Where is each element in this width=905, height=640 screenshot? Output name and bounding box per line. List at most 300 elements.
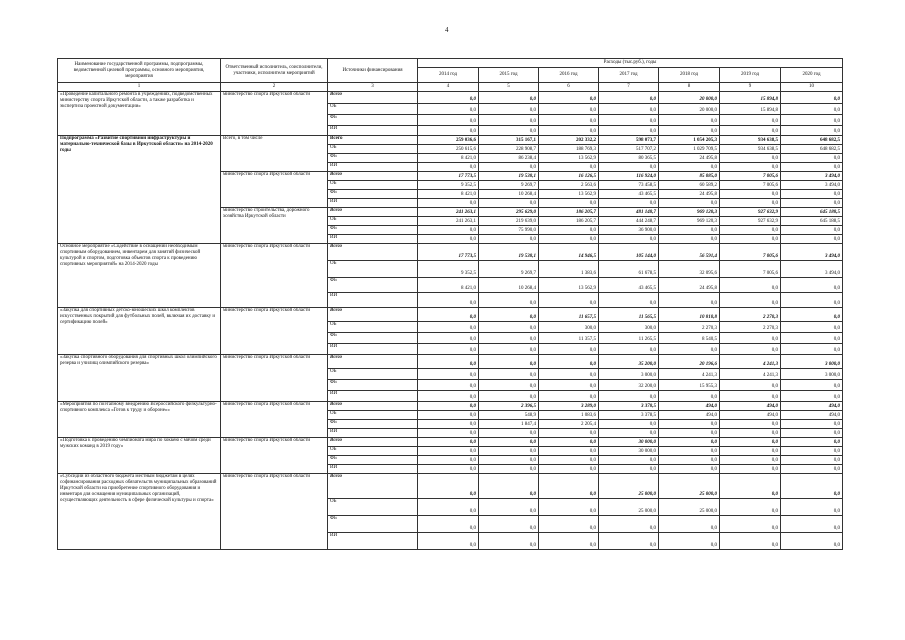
expense-value: 0,0 bbox=[539, 163, 599, 172]
expense-value: 4 241,3 bbox=[720, 369, 781, 380]
expense-value: 186 205,7 bbox=[539, 208, 599, 217]
expense-value: 0,0 bbox=[479, 163, 539, 172]
expense-value: 241 263,1 bbox=[418, 208, 479, 217]
expense-value: 0,0 bbox=[781, 533, 843, 550]
expense-value: 315 167,1 bbox=[479, 136, 539, 145]
expense-value: 105 144,0 bbox=[599, 244, 659, 261]
expense-value: 80 365,5 bbox=[599, 154, 659, 163]
expense-value: 969 120,3 bbox=[659, 217, 720, 226]
expense-value: 0,0 bbox=[539, 235, 599, 244]
funding-source: ИИ bbox=[328, 293, 418, 308]
expense-value: 0,0 bbox=[659, 235, 720, 244]
funding-source: ОБ bbox=[328, 499, 418, 516]
funding-source: Всего bbox=[328, 308, 418, 322]
executor-name: министерство спорта Иркутской области bbox=[221, 355, 328, 402]
expense-value: 0,0 bbox=[781, 447, 843, 456]
expense-value: 0,0 bbox=[599, 115, 659, 126]
expense-value: 86 238,4 bbox=[479, 154, 539, 163]
expense-value: 25 000,0 bbox=[659, 474, 720, 499]
funding-source: ФБ bbox=[328, 333, 418, 344]
expense-value: 11 565,5 bbox=[599, 308, 659, 322]
header-year: 2020 год bbox=[781, 68, 843, 83]
expense-value: 0,0 bbox=[781, 226, 843, 235]
expense-value: 32 200,0 bbox=[599, 380, 659, 391]
expense-value: 0,0 bbox=[659, 533, 720, 550]
expense-value: 0,0 bbox=[418, 438, 479, 447]
expense-value: 11 265,5 bbox=[599, 333, 659, 344]
funding-source: Всего bbox=[328, 172, 418, 181]
funding-source: ФБ bbox=[328, 154, 418, 163]
expense-value: 0,0 bbox=[781, 420, 843, 429]
table-row bbox=[58, 355, 843, 369]
expense-value: 7 005,6 bbox=[720, 181, 781, 190]
expense-value: 927 632,9 bbox=[720, 217, 781, 226]
expense-value: 0,0 bbox=[599, 516, 659, 533]
expense-value: 0,0 bbox=[418, 199, 479, 208]
expense-value: 3 000,0 bbox=[781, 369, 843, 380]
expense-value: 1 847,4 bbox=[479, 420, 539, 429]
expense-value: 24 495,8 bbox=[659, 190, 720, 199]
expense-value: 0,0 bbox=[720, 126, 781, 136]
program-name: «Мероприятия по поэтапному внедрению Всероссийского физкультурно-спортивного комплекса «Готов к труду и обороне»» bbox=[58, 402, 221, 438]
expense-value: 2 270,3 bbox=[720, 308, 781, 322]
expense-value: 25 000,0 bbox=[599, 499, 659, 516]
expense-value: 0,0 bbox=[539, 474, 599, 499]
expense-value: 0,0 bbox=[539, 429, 599, 438]
header-year: 2019 год bbox=[720, 68, 781, 83]
expense-value: 30 000,0 bbox=[599, 438, 659, 447]
expense-value: 0,0 bbox=[720, 235, 781, 244]
expense-value: 15 955,3 bbox=[659, 380, 720, 391]
column-number: 1 bbox=[58, 83, 221, 92]
expense-value: 0,0 bbox=[418, 126, 479, 136]
expense-value: 13 562,9 bbox=[539, 190, 599, 199]
header-year: 2015 год bbox=[479, 68, 539, 83]
expense-value: 0,0 bbox=[720, 115, 781, 126]
expense-value: 0,0 bbox=[720, 380, 781, 391]
expense-value: 0,0 bbox=[418, 369, 479, 380]
expense-value: 0,0 bbox=[781, 380, 843, 391]
expense-value: 0,0 bbox=[659, 420, 720, 429]
expense-value: 0,0 bbox=[659, 163, 720, 172]
expense-value: 0,0 bbox=[479, 456, 539, 465]
expense-value: 0,0 bbox=[539, 499, 599, 516]
expense-value: 300,0 bbox=[539, 322, 599, 333]
column-number: 4 bbox=[418, 83, 479, 92]
expense-value: 19 538,1 bbox=[479, 172, 539, 181]
expense-value: 1 083,6 bbox=[539, 411, 599, 420]
expense-value: 0,0 bbox=[720, 333, 781, 344]
expense-value: 219 639,0 bbox=[479, 217, 539, 226]
expense-value: 0,0 bbox=[659, 199, 720, 208]
expense-value: 0,0 bbox=[418, 163, 479, 172]
table-row bbox=[58, 474, 843, 499]
expense-value: 0,0 bbox=[720, 438, 781, 447]
expense-value: 0,0 bbox=[659, 438, 720, 447]
expense-value: 0,0 bbox=[539, 456, 599, 465]
expense-value: 598 073,7 bbox=[599, 136, 659, 145]
expense-value: 0,0 bbox=[720, 226, 781, 235]
expense-value: 20 000,0 bbox=[659, 92, 720, 104]
expense-value: 0,0 bbox=[599, 92, 659, 104]
expense-value: 0,0 bbox=[418, 308, 479, 322]
expense-value: 0,0 bbox=[659, 447, 720, 456]
funding-source: Всего bbox=[328, 355, 418, 369]
expense-value: 645 188,5 bbox=[781, 217, 843, 226]
expense-value: 645 188,5 bbox=[781, 208, 843, 217]
expense-value: 0,0 bbox=[720, 278, 781, 293]
funding-source: ИИ bbox=[328, 465, 418, 474]
expense-value: 3 494,0 bbox=[781, 172, 843, 181]
expense-value: 0,0 bbox=[720, 516, 781, 533]
expense-value: 0,0 bbox=[659, 226, 720, 235]
executor-name: министерство спорта Иркутской области bbox=[221, 92, 328, 136]
column-number: 5 bbox=[479, 83, 539, 92]
expense-value: 0,0 bbox=[539, 126, 599, 136]
expense-value: 8 421,0 bbox=[418, 154, 479, 163]
expense-value: 494,0 bbox=[720, 411, 781, 420]
executor-name: министерство спорта Иркутской области bbox=[221, 438, 328, 474]
expense-value: 0,0 bbox=[720, 447, 781, 456]
expense-value: 0,0 bbox=[659, 391, 720, 402]
expense-value: 0,0 bbox=[539, 344, 599, 355]
expense-value: 228 908,7 bbox=[479, 145, 539, 154]
table-row bbox=[58, 136, 843, 145]
funding-source: ФБ bbox=[328, 420, 418, 429]
header-year: 2016 год bbox=[539, 68, 599, 83]
program-name: «Проведение капитального ремонта в учреждениях, подведомственных министерству спорта Иркутской области, а также разработка и экспертиза проектной документации» bbox=[58, 92, 221, 136]
expense-value: 300,0 bbox=[599, 322, 659, 333]
expense-value: 0,0 bbox=[539, 92, 599, 104]
funding-source: ФБ bbox=[328, 278, 418, 293]
expense-value: 0,0 bbox=[781, 235, 843, 244]
expense-value: 0,0 bbox=[781, 322, 843, 333]
expense-value: 494,0 bbox=[659, 411, 720, 420]
column-number: 6 bbox=[539, 83, 599, 92]
expense-value: 17 773,5 bbox=[418, 172, 479, 181]
expense-value: 250 615,6 bbox=[418, 145, 479, 154]
expense-value: 934 638,5 bbox=[720, 136, 781, 145]
expense-value: 9 352,5 bbox=[418, 181, 479, 190]
expense-value: 2 396,5 bbox=[479, 402, 539, 411]
column-number: 8 bbox=[659, 83, 720, 92]
expense-value: 15 894,8 bbox=[720, 92, 781, 104]
expense-value: 35 200,0 bbox=[599, 355, 659, 369]
funding-source: ОБ bbox=[328, 145, 418, 154]
expense-value: 0,0 bbox=[781, 163, 843, 172]
expense-value: 0,0 bbox=[720, 293, 781, 308]
column-number: 3 bbox=[328, 83, 418, 92]
expense-value: 0,0 bbox=[720, 190, 781, 199]
expense-value: 648 682,5 bbox=[781, 145, 843, 154]
funding-source: ИИ bbox=[328, 391, 418, 402]
header-executor: Ответственный исполнитель, соисполнители, участники, исполнители мероприятий bbox=[221, 59, 328, 83]
expense-value: 0,0 bbox=[720, 163, 781, 172]
expense-value: 0,0 bbox=[479, 344, 539, 355]
expense-value: 0,0 bbox=[720, 499, 781, 516]
expense-value: 0,0 bbox=[418, 465, 479, 474]
expense-value: 0,0 bbox=[599, 199, 659, 208]
funding-source: ОБ bbox=[328, 261, 418, 278]
expense-value: 0,0 bbox=[781, 190, 843, 199]
expense-value: 13 562,9 bbox=[539, 278, 599, 293]
expense-value: 0,0 bbox=[659, 293, 720, 308]
column-number: 9 bbox=[720, 83, 781, 92]
expense-value: 0,0 bbox=[720, 429, 781, 438]
funding-source: ФБ bbox=[328, 516, 418, 533]
program-name: «Закупка спортивного оборудования для спортивных школ олимпийского резерва и училищ олимпийского резерва» bbox=[58, 355, 221, 402]
expense-value: 0,0 bbox=[539, 465, 599, 474]
expense-value: 16 126,5 bbox=[539, 172, 599, 181]
table-row bbox=[58, 244, 843, 261]
expense-value: 0,0 bbox=[479, 465, 539, 474]
funding-source: ФБ bbox=[328, 226, 418, 235]
funding-source: ИИ bbox=[328, 344, 418, 355]
expense-value: 0,0 bbox=[418, 380, 479, 391]
expense-value: 116 924,0 bbox=[599, 172, 659, 181]
expense-value: 43 465,5 bbox=[599, 278, 659, 293]
expense-value: 0,0 bbox=[539, 391, 599, 402]
expense-value: 0,0 bbox=[781, 429, 843, 438]
expense-value: 0,0 bbox=[418, 344, 479, 355]
expense-value: 0,0 bbox=[539, 516, 599, 533]
program-name: Основное мероприятие «Содействие в оснащении необходимым спортивным оборудованием, инвентарем для занятий физической культурой и спортом, подготовка объектов спорта к проведению спортивных мероприятий» на 2014-2020 годы bbox=[58, 244, 221, 308]
expense-value: 0,0 bbox=[659, 429, 720, 438]
expense-value: 0,0 bbox=[781, 92, 843, 104]
expense-value: 85 085,0 bbox=[659, 172, 720, 181]
expense-value: 30 000,0 bbox=[599, 447, 659, 456]
expense-value: 969 120,3 bbox=[659, 208, 720, 217]
expense-value: 7 005,6 bbox=[720, 172, 781, 181]
expense-value: 1 383,6 bbox=[539, 261, 599, 278]
expense-value: 19 538,1 bbox=[479, 244, 539, 261]
expense-value: 3 494,0 bbox=[781, 181, 843, 190]
expense-value: 0,0 bbox=[599, 429, 659, 438]
expense-value: 0,0 bbox=[781, 104, 843, 115]
expense-value: 24 495,8 bbox=[659, 154, 720, 163]
expense-value: 8 421,0 bbox=[418, 278, 479, 293]
expense-value: 934 638,5 bbox=[720, 145, 781, 154]
expense-value: 0,0 bbox=[781, 499, 843, 516]
expense-value: 0,0 bbox=[539, 226, 599, 235]
expense-value: 481 148,7 bbox=[599, 208, 659, 217]
expense-value: 0,0 bbox=[599, 456, 659, 465]
funding-source: ИИ bbox=[328, 235, 418, 244]
expense-value: 0,0 bbox=[479, 333, 539, 344]
expense-value: 14 946,5 bbox=[539, 244, 599, 261]
header-year: 2017 год bbox=[599, 68, 659, 83]
expense-value: 13 562,9 bbox=[539, 154, 599, 163]
expense-value: 1 054 205,3 bbox=[659, 136, 720, 145]
expense-value: 0,0 bbox=[418, 474, 479, 499]
expense-value: 9 269,7 bbox=[479, 261, 539, 278]
expense-value: 0,0 bbox=[720, 344, 781, 355]
expense-value: 0,0 bbox=[418, 456, 479, 465]
expense-value: 188 769,3 bbox=[539, 145, 599, 154]
expense-value: 0,0 bbox=[418, 499, 479, 516]
expense-value: 494,0 bbox=[781, 402, 843, 411]
expense-value: 0,0 bbox=[479, 369, 539, 380]
expense-value: 11 657,5 bbox=[539, 308, 599, 322]
expense-value: 0,0 bbox=[479, 429, 539, 438]
expense-value: 25 000,0 bbox=[599, 474, 659, 499]
table-row bbox=[58, 402, 843, 411]
expense-value: 17 773,5 bbox=[418, 244, 479, 261]
expense-value: 494,0 bbox=[781, 411, 843, 420]
expense-value: 0,0 bbox=[539, 438, 599, 447]
expense-value: 0,0 bbox=[599, 420, 659, 429]
expense-value: 0,0 bbox=[418, 402, 479, 411]
expense-value: 60 589,2 bbox=[659, 181, 720, 190]
expense-value: 0,0 bbox=[418, 420, 479, 429]
expense-value: 0,0 bbox=[479, 104, 539, 115]
expense-value: 0,0 bbox=[539, 104, 599, 115]
expense-value: 0,0 bbox=[479, 322, 539, 333]
expense-value: 3 378,5 bbox=[599, 411, 659, 420]
expense-value: 0,0 bbox=[659, 465, 720, 474]
expense-value: 0,0 bbox=[418, 293, 479, 308]
expense-value: 0,0 bbox=[539, 355, 599, 369]
expense-value: 548,9 bbox=[479, 411, 539, 420]
expense-value: 0,0 bbox=[539, 380, 599, 391]
expense-value: 2 270,3 bbox=[720, 322, 781, 333]
expense-value: 7 005,6 bbox=[720, 261, 781, 278]
expense-value: 0,0 bbox=[479, 474, 539, 499]
expense-value: 0,0 bbox=[539, 369, 599, 380]
expense-value: 3 289,0 bbox=[539, 402, 599, 411]
funding-source: ФБ bbox=[328, 380, 418, 391]
expense-value: 0,0 bbox=[418, 355, 479, 369]
expense-value: 0,0 bbox=[659, 115, 720, 126]
funding-source: ОБ bbox=[328, 181, 418, 190]
expense-value: 444 248,7 bbox=[599, 217, 659, 226]
expense-value: 0,0 bbox=[781, 474, 843, 499]
expense-value: 0,0 bbox=[720, 533, 781, 550]
header-expenses: Расходы (тыс.руб.), годы bbox=[418, 59, 843, 68]
expense-value: 0,0 bbox=[659, 126, 720, 136]
expense-value: 9 269,7 bbox=[479, 181, 539, 190]
expense-value: 0,0 bbox=[781, 154, 843, 163]
expense-value: 0,0 bbox=[479, 438, 539, 447]
expense-value: 0,0 bbox=[479, 235, 539, 244]
expense-value: 10 268,4 bbox=[479, 278, 539, 293]
funding-source: ФБ bbox=[328, 115, 418, 126]
header-year: 2014 год bbox=[418, 68, 479, 83]
expense-value: 0,0 bbox=[418, 447, 479, 456]
expense-value: 43 465,5 bbox=[599, 190, 659, 199]
funding-source: ИИ bbox=[328, 163, 418, 172]
funding-source: ОБ bbox=[328, 217, 418, 226]
expense-value: 0,0 bbox=[479, 115, 539, 126]
expense-value: 0,0 bbox=[720, 154, 781, 163]
expense-value: 2 563,6 bbox=[539, 181, 599, 190]
expense-value: 0,0 bbox=[781, 199, 843, 208]
expense-value: 0,0 bbox=[720, 474, 781, 499]
table-row bbox=[58, 438, 843, 447]
budget-table bbox=[57, 58, 843, 550]
funding-source: Всего bbox=[328, 244, 418, 261]
expense-value: 0,0 bbox=[599, 344, 659, 355]
expense-value: 36 900,0 bbox=[599, 226, 659, 235]
executor-name: министерство спорта Иркутской области bbox=[221, 244, 328, 308]
expense-value: 24 495,8 bbox=[659, 278, 720, 293]
expense-value: 0,0 bbox=[781, 344, 843, 355]
expense-value: 0,0 bbox=[599, 391, 659, 402]
expense-value: 0,0 bbox=[599, 163, 659, 172]
funding-source: ИИ bbox=[328, 199, 418, 208]
funding-source: ИИ bbox=[328, 429, 418, 438]
expense-value: 648 682,5 bbox=[781, 136, 843, 145]
expense-value: 0,0 bbox=[418, 533, 479, 550]
expense-value: 0,0 bbox=[599, 465, 659, 474]
expense-value: 295 629,0 bbox=[479, 208, 539, 217]
column-number-row bbox=[58, 83, 843, 92]
expense-value: 0,0 bbox=[418, 333, 479, 344]
expense-value: 2 270,3 bbox=[659, 322, 720, 333]
expense-value: 0,0 bbox=[539, 115, 599, 126]
header-name: Наименование государственной программы, подпрограммы, ведомственной целевой программы, основного мероприятия, мероприятия bbox=[58, 59, 221, 83]
expense-value: 0,0 bbox=[418, 115, 479, 126]
expense-value: 0,0 bbox=[479, 380, 539, 391]
expense-value: 0,0 bbox=[781, 308, 843, 322]
page-number: 4 bbox=[445, 26, 449, 34]
expense-value: 0,0 bbox=[418, 92, 479, 104]
funding-source: ИИ bbox=[328, 533, 418, 550]
expense-value: 3 378,5 bbox=[599, 402, 659, 411]
expense-value: 8 421,0 bbox=[418, 190, 479, 199]
expense-value: 517 707,2 bbox=[599, 145, 659, 154]
funding-source: Всего bbox=[328, 92, 418, 104]
expense-value: 0,0 bbox=[479, 516, 539, 533]
executor-name: министерство строительства, дорожного хозяйства Иркутской области bbox=[221, 208, 328, 244]
expense-value: 259 036,6 bbox=[418, 136, 479, 145]
executor-name: министерство спорта Иркутской области bbox=[221, 308, 328, 355]
table-row bbox=[58, 308, 843, 322]
program-name: Подпрограмма «Развитие спортивной инфраструктуры и материально-технической базы в Иркутской области» на 2014-2020 годы bbox=[58, 136, 221, 244]
funding-source: Всего bbox=[328, 402, 418, 411]
funding-source: Всего bbox=[328, 438, 418, 447]
expense-value: 0,0 bbox=[781, 456, 843, 465]
expense-value: 0,0 bbox=[599, 126, 659, 136]
expense-value: 3 494,0 bbox=[781, 244, 843, 261]
expense-value: 927 632,9 bbox=[720, 208, 781, 217]
expense-value: 0,0 bbox=[418, 226, 479, 235]
expense-value: 3 494,0 bbox=[781, 261, 843, 278]
funding-source: ФБ bbox=[328, 190, 418, 199]
expense-value: 241 263,1 bbox=[418, 217, 479, 226]
expense-value: 0,0 bbox=[539, 533, 599, 550]
expense-value: 0,0 bbox=[781, 516, 843, 533]
funding-source: ОБ bbox=[328, 369, 418, 380]
expense-value: 0,0 bbox=[539, 199, 599, 208]
expense-value: 8 540,5 bbox=[659, 333, 720, 344]
funding-source: Всего bbox=[328, 208, 418, 217]
expense-value: 4 241,3 bbox=[720, 355, 781, 369]
expense-value: 494,0 bbox=[659, 402, 720, 411]
expense-value: 0,0 bbox=[720, 420, 781, 429]
expense-value: 0,0 bbox=[720, 456, 781, 465]
column-number: 10 bbox=[781, 83, 843, 92]
expense-value: 9 352,5 bbox=[418, 261, 479, 278]
expense-value: 0,0 bbox=[781, 391, 843, 402]
expense-value: 11 357,5 bbox=[539, 333, 599, 344]
expense-value: 75 990,0 bbox=[479, 226, 539, 235]
expense-value: 10 268,4 bbox=[479, 190, 539, 199]
expense-value: 7 005,6 bbox=[720, 244, 781, 261]
program-name: «Закупка для спортивных детско-юношеских школ комплектов искусственных покрытий для футбольных полей, включая их доставку и сертификацию полей» bbox=[58, 308, 221, 355]
funding-source: ФБ bbox=[328, 456, 418, 465]
executor-name: Всего, в том числе bbox=[221, 136, 328, 172]
